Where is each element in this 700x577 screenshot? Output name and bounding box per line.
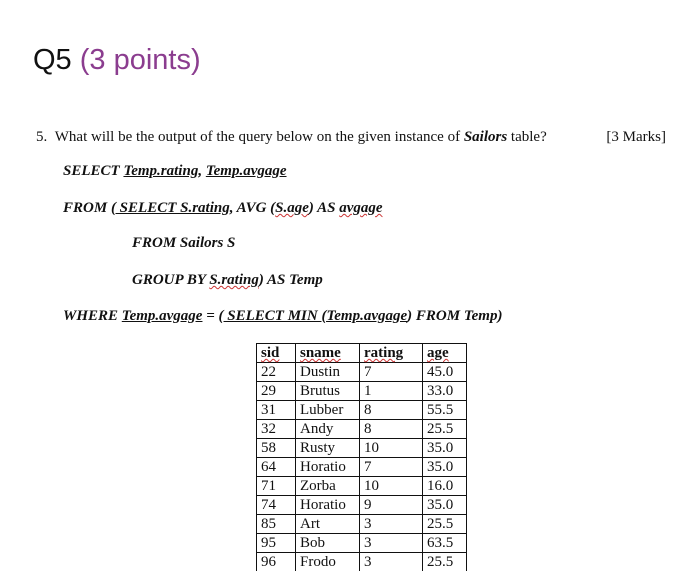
table-cell: 35.0: [423, 496, 467, 515]
table-cell: Frodo: [296, 553, 360, 572]
table-cell: Horatio: [296, 496, 360, 515]
sql-keyword: WHERE: [63, 308, 122, 324]
sql-keyword: GROUP BY: [132, 272, 210, 288]
table-cell: 10: [360, 439, 423, 458]
sql-line-inner-from: FROM Sailors S: [132, 235, 236, 251]
table-cell: 35.0: [423, 458, 467, 477]
sql-line-group-by: [132, 272, 323, 289]
sql-token: ) AS Temp: [258, 272, 323, 288]
question-marks: [3 Marks]: [606, 129, 666, 145]
question-number: Q5: [33, 44, 72, 76]
sql-token: ) FROM Temp): [407, 308, 503, 324]
sql-token: Temp.rating: [123, 163, 199, 179]
table-row: [257, 420, 467, 439]
table-cell: Lubber: [296, 401, 360, 420]
table-cell: 7: [360, 458, 423, 477]
question-item-number: 5.: [36, 129, 48, 145]
table-cell: 55.5: [423, 401, 467, 420]
sql-token: ) AS: [308, 200, 340, 216]
table-header-row: [257, 344, 467, 363]
sailors-table: [256, 343, 467, 571]
sql-token: =: [202, 308, 219, 324]
table-row: [257, 534, 467, 553]
table-cell: Zorba: [296, 477, 360, 496]
table-cell: Dustin: [296, 363, 360, 382]
question-text: [36, 129, 547, 146]
table-cell: 71: [257, 477, 296, 496]
sql-separator: ,: [198, 163, 206, 179]
question-text-after: table?: [507, 129, 547, 145]
sql-token: ( SELECT MIN (: [218, 308, 327, 324]
table-cell: Bob: [296, 534, 360, 553]
sql-token: S.age: [275, 200, 309, 216]
table-cell: 25.5: [423, 515, 467, 534]
table-cell: 45.0: [423, 363, 467, 382]
question-heading: [33, 44, 201, 77]
table-cell: 29: [257, 382, 296, 401]
sql-token: ( SELECT S.rating: [110, 200, 230, 216]
table-cell: 8: [360, 401, 423, 420]
table-row: [257, 496, 467, 515]
table-cell: Andy: [296, 420, 360, 439]
table-cell: 3: [360, 515, 423, 534]
sql-token: S.rating: [209, 272, 259, 288]
table-cell: Art: [296, 515, 360, 534]
table-cell: 25.5: [423, 553, 467, 572]
column-header: sid: [257, 344, 296, 363]
table-row: [257, 553, 467, 572]
sql-line-where: [63, 308, 502, 325]
table-cell: 35.0: [423, 439, 467, 458]
sql-token: avgage: [339, 200, 383, 216]
sql-keyword: SELECT: [63, 163, 124, 179]
table-cell: 7: [360, 363, 423, 382]
table-cell: 10: [360, 477, 423, 496]
table-row: [257, 401, 467, 420]
table-row: [257, 515, 467, 534]
column-header: sname: [296, 344, 360, 363]
question-table-name: Sailors: [463, 129, 508, 145]
table-row: [257, 363, 467, 382]
sql-token: Temp.avgage: [205, 163, 287, 179]
table-row: [257, 439, 467, 458]
table-cell: 64: [257, 458, 296, 477]
table-row: [257, 458, 467, 477]
table-cell: 22: [257, 363, 296, 382]
table-cell: 32: [257, 420, 296, 439]
sql-token: Temp.avgage: [121, 308, 203, 324]
table-cell: 16.0: [423, 477, 467, 496]
sql-token: Temp.avgage: [326, 308, 408, 324]
question-points: (3 points): [79, 44, 201, 76]
table-cell: 3: [360, 534, 423, 553]
table-cell: 85: [257, 515, 296, 534]
question-text-before: What will be the output of the query below on the given instance of: [54, 129, 464, 145]
table-cell: 3: [360, 553, 423, 572]
table-cell: 95: [257, 534, 296, 553]
sql-token: , AVG (: [229, 200, 276, 216]
table-cell: 96: [257, 553, 296, 572]
table-cell: 31: [257, 401, 296, 420]
sql-line-from: [63, 200, 383, 217]
table-row: [257, 382, 467, 401]
table-cell: 74: [257, 496, 296, 515]
column-header: rating: [360, 344, 423, 363]
table-cell: Rusty: [296, 439, 360, 458]
table-cell: 8: [360, 420, 423, 439]
table-cell: 25.5: [423, 420, 467, 439]
table-cell: Horatio: [296, 458, 360, 477]
sql-keyword: FROM: [63, 200, 111, 216]
sql-line-select: [63, 163, 287, 180]
table-cell: 1: [360, 382, 423, 401]
table-cell: Brutus: [296, 382, 360, 401]
table-cell: 63.5: [423, 534, 467, 553]
table-cell: 33.0: [423, 382, 467, 401]
table-cell: 58: [257, 439, 296, 458]
table-cell: 9: [360, 496, 423, 515]
table-row: [257, 477, 467, 496]
column-header: age: [423, 344, 467, 363]
